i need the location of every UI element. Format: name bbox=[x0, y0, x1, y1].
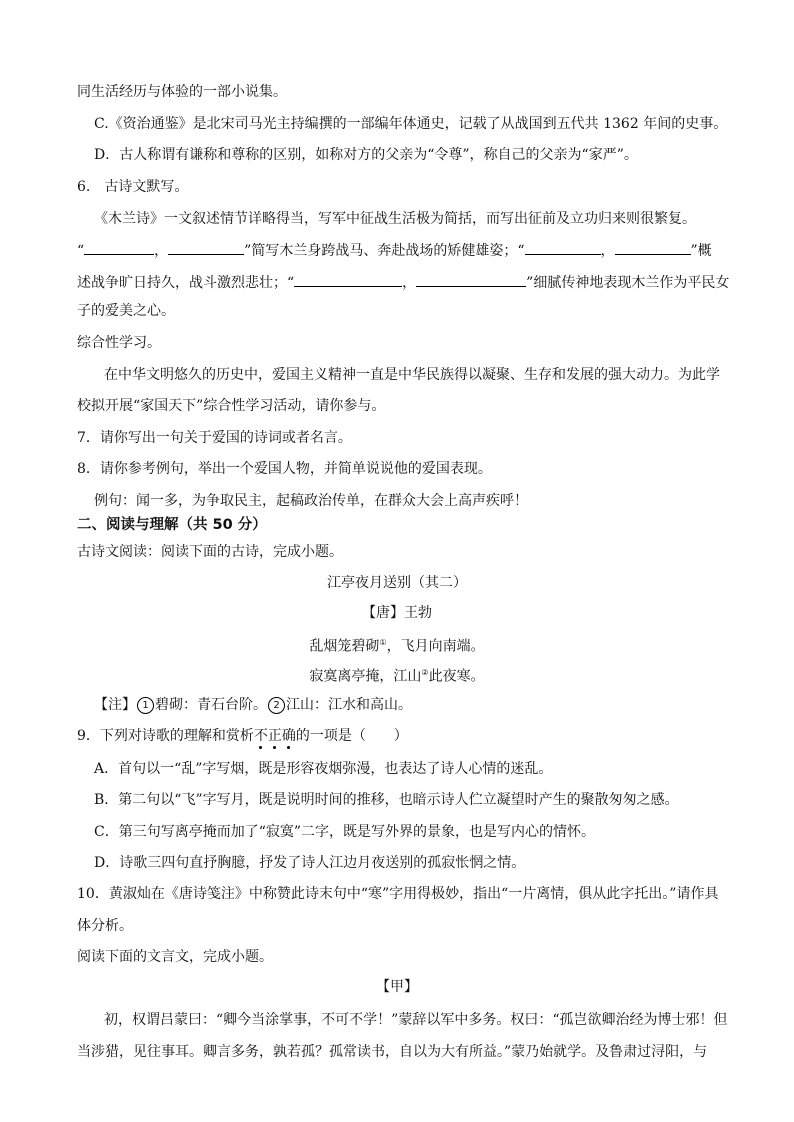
answer-blank[interactable] bbox=[615, 241, 691, 255]
option-a: A．首句以一“乱”字写烟，既是形容夜烟弥漫，也表达了诗人心情的迷乱。 bbox=[94, 761, 553, 777]
question-9: 9．下列对诗歌的理解和赏析不正确的一项是（ ） bbox=[77, 728, 408, 744]
footnote-marker: ① bbox=[379, 638, 387, 647]
text-line: 在中华文明悠久的历史中，爱国主义精神一直是中华民族得以凝聚、生存和发展的强大动力。为此学 bbox=[104, 367, 720, 383]
text-line: 同生活经历与体验的一部小说集。 bbox=[77, 84, 287, 100]
circled-number: 2 bbox=[268, 697, 285, 714]
fill-blank-line: 述战争旷日持久，战斗激烈悲壮；“ ， ”细腻传神地表现木兰作为平民女 bbox=[77, 275, 730, 291]
text-line: 阅读下面的文言文，完成小题。 bbox=[77, 949, 273, 965]
poem-line: 乱烟笼碧砌①，飞月向南端。 bbox=[309, 638, 485, 655]
passage-line: 初，权谓吕蒙曰：“卿今当涂掌事，不可不学！”蒙辞以军中多务。权曰：“孤岂欲卿治经为博士邪！但 bbox=[104, 1012, 728, 1028]
question-6-title: 6. 古诗文默写。 bbox=[77, 179, 189, 195]
answer-blank[interactable] bbox=[84, 241, 154, 255]
answer-blank[interactable] bbox=[525, 241, 601, 255]
question-10-cont: 体分析。 bbox=[77, 918, 133, 934]
text-line: 校拟开展“家国天下”综合性学习活动，请你参与。 bbox=[77, 398, 386, 414]
emphasis-char: 确 bbox=[281, 728, 296, 744]
passage-line: 当涉猎，见往事耳。卿言多务，孰若孤？孤常读书，自以为大有所益。”蒙乃始就学。及鲁肃过浔阳，与 bbox=[77, 1044, 708, 1060]
option-d: D．诗歌三四句直抒胸臆，抒发了诗人江边月夜送别的孤寂怅惘之情。 bbox=[94, 855, 526, 871]
poem-line: 寂寞离亭掩，江山②此夜寒。 bbox=[309, 668, 485, 685]
option-b: B．第二句以“飞”字写月，既是说明时间的推移，也暗示诗人伫立凝望时产生的聚散匆匆之感。 bbox=[94, 792, 679, 808]
option-c: C．第三句写离亭掩而加了“寂寞”二字，既是写外界的景象，也是写内心的情怀。 bbox=[94, 824, 596, 840]
answer-blank[interactable] bbox=[416, 273, 526, 287]
text-line: 子的爱美之心。 bbox=[77, 303, 175, 319]
fill-blank-line: “ ， ”简写木兰身跨战马、奔赴战场的矫健雄姿；“ ， ”概 bbox=[77, 243, 712, 259]
example-line: 例句：闻一多，为争取民主，起稿政治传单，在群众大会上高声疾呼！ bbox=[94, 493, 528, 509]
answer-blank[interactable] bbox=[294, 273, 402, 287]
poem-note: 【注】 1 碧砌：青石台阶。 2 江山：江水和高山。 bbox=[94, 697, 412, 713]
section-heading: 二、阅读与理解（共 50 分） bbox=[77, 517, 267, 533]
emphasis-char: 正 bbox=[267, 728, 282, 744]
text-line: 《木兰诗》一文叙述情节详略得当，写军中征战生活极为简括，而写出征前及立功归来则很繁复。 bbox=[94, 211, 696, 227]
poem-author: 【唐】王勃 bbox=[362, 605, 432, 621]
question-10: 10．黄淑灿在《唐诗笺注》中称赞此诗末句中“寒”字用得极妙，指出“一片离情，俱从此字托出。”请作具 bbox=[77, 886, 719, 902]
question-8: 8．请你参考例句，举出一个爱国人物，并简单说说他的爱国表现。 bbox=[77, 461, 492, 477]
passage-label: 【甲】 bbox=[376, 979, 418, 995]
option-d-line: D．古人称谓有谦称和尊称的区别，如称对方的父亲为“令尊”，称自己的父亲为“家严”。 bbox=[94, 147, 638, 163]
circled-number: 1 bbox=[137, 697, 154, 714]
footnote-marker: ② bbox=[421, 668, 429, 677]
question-7: 7．请你写出一句关于爱国的诗词或者名言。 bbox=[77, 430, 352, 446]
emphasis-char: 不 bbox=[253, 728, 268, 744]
poem-title: 江亭夜月送别（其二） bbox=[327, 575, 467, 591]
option-c-line: C.《资治通鉴》是北宋司马光主持编撰的一部编年体通史，记载了从战国到五代共 1362 年间的史事。 bbox=[94, 116, 728, 132]
text-line: 古诗文阅读：阅读下面的古诗，完成小题。 bbox=[77, 544, 343, 560]
answer-blank[interactable] bbox=[168, 241, 244, 255]
section-label: 综合性学习。 bbox=[77, 335, 161, 351]
